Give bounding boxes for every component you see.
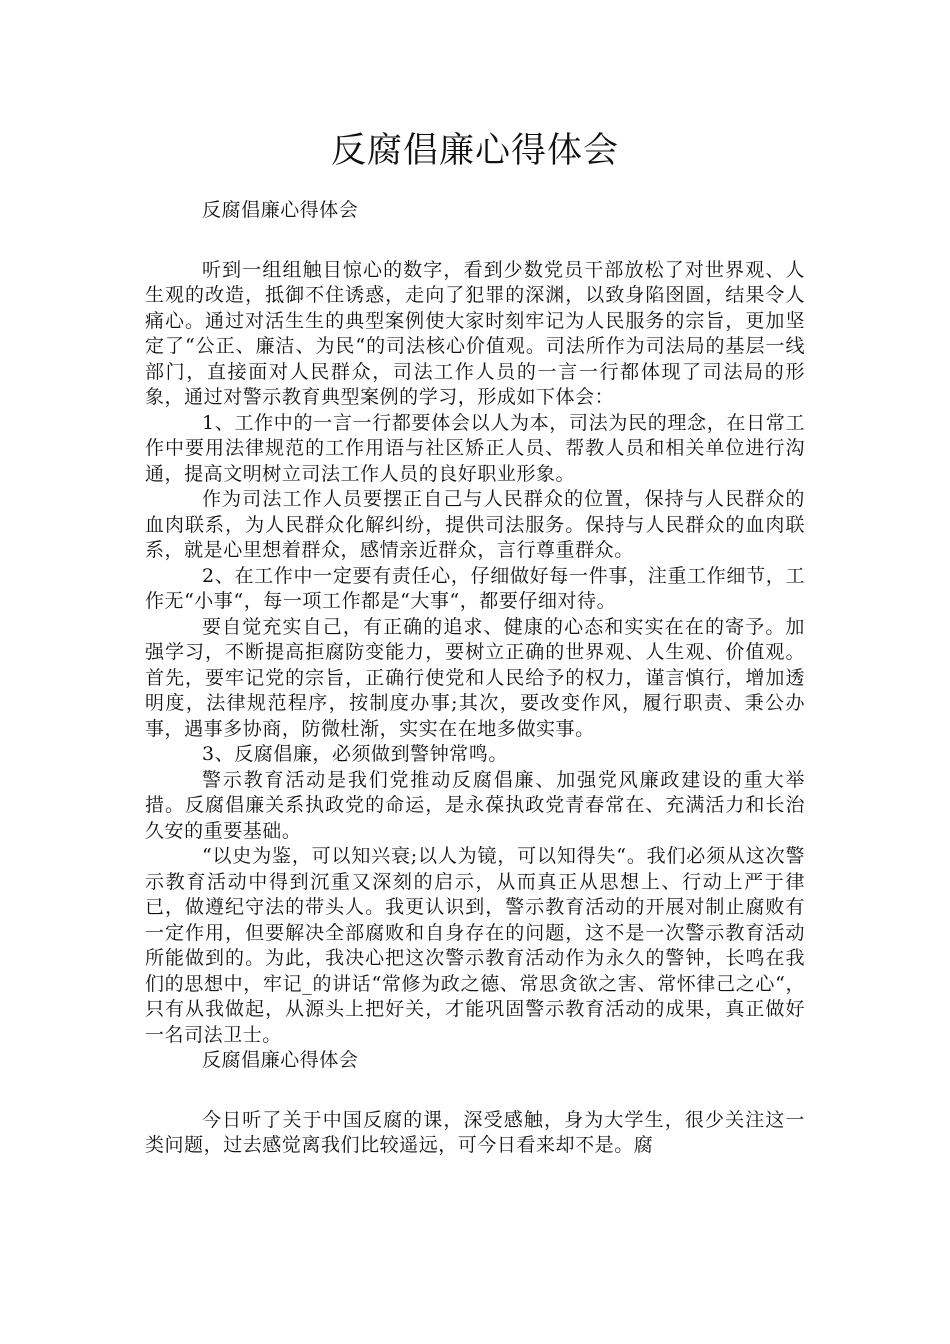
body-paragraph: 今日听了关于中国反腐的课，深受感触，身为大学生，很少关注这一类问题，过去感觉离我们比较遥远，可今日看来却不是。腐 xyxy=(145,1108,805,1156)
body-paragraph: 警示教育活动是我们党推动反腐倡廉、加强党风廉政建设的重大举措。反腐倡廉关系执政党的命运，是永葆执政党青春常在、充满活力和长治久安的重要基础。 xyxy=(145,768,805,842)
body-paragraph: 1、工作中的一言一行都要体会以人为本，司法为民的理念，在日常工作中要用法律规范的工作用语与社区矫正人员、帮教人员和相关单位进行沟通，提高文明树立司法工作人员的良好职业形象。 xyxy=(145,411,805,485)
document-title: 反腐倡廉心得体会 xyxy=(330,131,619,171)
body-paragraph: 3、反腐倡廉，必须做到警钟常鸣。 xyxy=(202,743,508,765)
body-paragraph: 听到一组组触目惊心的数字，看到少数党员干部放松了对世界观、人生观的改造，抵御不住诱惑，走向了犯罪的深渊，以致身陷囹圄，结果令人痛心。通过对活生生的典型案例使大家时刻牢记为人民服务的宗旨，更加坚定了“公正、廉洁、为民“的司法核心价值观。司法所作为司法局的基层一线部门，直接面对人民群众，司法工作人员的一言一行都体现了司法局的形象，通过对警示教育典型案例的学习，形成如下体会： xyxy=(145,258,805,408)
paragraph-gap xyxy=(145,224,805,258)
section-heading: 反腐倡廉心得体会 xyxy=(202,199,359,221)
body-paragraph: “以史为鉴，可以知兴衰;以人为镜，可以知得失“。我们必须从这次警示教育活动中得到沉重又深刻的启示，从而真正从思想上、行动上严于律已，做遵纪守法的带头人。我更认识到，警示教育活动的开展对制止腐败有一定作用，但要解决全部腐败和自身存在的问题，这不是一次警示教育活动所能做到的。为此，我决心把这次警示教育活动作为永久的警钟，长鸣在我们的思想中，牢记_的讲话“常修为政之德、常思贪欲之害、常怀律己之心“，只有从我做起，从源头上把好关，才能巩固警示教育活动的成果，真正做好一名司法卫士。 xyxy=(145,845,805,1046)
document-body xyxy=(145,198,805,1159)
paragraph-gap xyxy=(145,1074,805,1108)
body-paragraph: 作为司法工作人员要摆正自己与人民群众的位置，保持与人民群众的血肉联系，为人民群众化解纠纷，提供司法服务。保持与人民群众的血肉联系，就是心里想着群众，感情亲近群众，言行尊重群众。 xyxy=(145,488,805,561)
body-paragraph: 2、在工作中一定要有责任心，仔细做好每一件事，注重工作细节，工作无“小事“，每一项工作都是“大事“，都要仔细对待。 xyxy=(145,564,805,612)
section-heading: 反腐倡廉心得体会 xyxy=(202,1049,359,1071)
body-paragraph: 要自觉充实自己，有正确的追求、健康的心态和实实在在的寄予。加强学习，不断提高拒腐防变能力，要树立正确的世界观、人生观、价值观。首先，要牢记党的宗旨，正确行使党和人民给予的权力，谨言慎行，增加透明度，法律规范程序，按制度办事;其次，要改变作风，履行职责、秉公办事，遇事多协商，防微杜渐，实实在在地多做实事。 xyxy=(145,615,805,740)
